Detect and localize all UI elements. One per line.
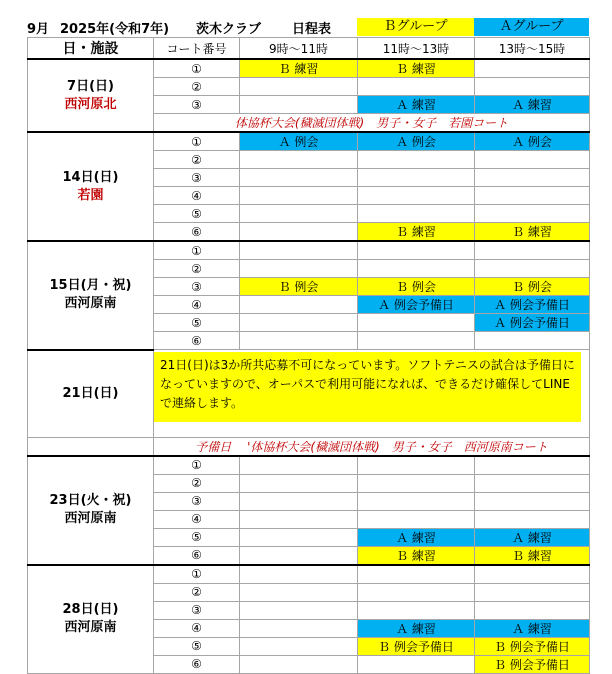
- slot-2-cell: Ｂ 練習: [358, 546, 475, 565]
- slot-3-cell: [475, 510, 590, 528]
- slot-2-cell: [358, 601, 475, 619]
- court-number: ⑥: [154, 223, 240, 242]
- court-number: ①: [154, 132, 240, 151]
- court-number: ④: [154, 187, 240, 205]
- slot-3-cell: Ａ 例会予備日: [475, 296, 590, 314]
- column-header-slot3: 13時～15時: [475, 38, 590, 60]
- event-row: [28, 437, 590, 456]
- day-cell: [28, 565, 154, 674]
- slot-1-cell: [240, 528, 358, 546]
- slot-1-cell: [240, 583, 358, 601]
- day-date: 23日(火・祝): [49, 493, 132, 508]
- court-number: ③: [154, 96, 240, 114]
- slot-1-cell: [240, 169, 358, 187]
- slot-2-cell: Ｂ 例会予備日: [358, 637, 475, 655]
- court-number: ①: [154, 241, 240, 260]
- slot-3-cell: [475, 59, 590, 78]
- slot-2-cell: [358, 565, 475, 584]
- slot-2-cell: [358, 583, 475, 601]
- slot-3-cell: Ａ 例会: [475, 132, 590, 151]
- event-text: 予備日 '体協杯大会(穢滅団体戦) 男子・女子 西河原南コート: [154, 437, 590, 456]
- slot-1-cell: [240, 510, 358, 528]
- slot-2-cell: [358, 151, 475, 169]
- slot-2-cell: Ｂ 練習: [358, 59, 475, 78]
- court-number: ①: [154, 456, 240, 475]
- slot-1-cell: [240, 565, 358, 584]
- day-venue: 西河原南: [64, 511, 117, 526]
- day-cell: [28, 241, 154, 350]
- group-a-label: Ａグループ: [474, 18, 589, 36]
- slot-1-cell: [240, 601, 358, 619]
- slot-2-cell: Ａ 練習: [358, 619, 475, 637]
- slot-1-cell: [240, 296, 358, 314]
- table-row: [28, 456, 590, 475]
- court-number: ②: [154, 260, 240, 278]
- court-number: ③: [154, 601, 240, 619]
- slot-1-cell: [240, 456, 358, 475]
- slot-1-cell: [240, 205, 358, 223]
- day-date: 28日(日): [62, 602, 119, 617]
- slot-2-cell: Ｂ 例会: [358, 278, 475, 296]
- slot-1-cell: [240, 241, 358, 260]
- slot-1-cell: [240, 151, 358, 169]
- slot-3-cell: Ｂ 例会予備日: [475, 637, 590, 655]
- slot-3-cell: Ｂ 例会予備日: [475, 655, 590, 673]
- court-number: ②: [154, 474, 240, 492]
- slot-3-cell: [475, 169, 590, 187]
- slot-2-cell: [358, 492, 475, 510]
- slot-2-cell: [358, 169, 475, 187]
- slot-3-cell: Ａ 練習: [475, 528, 590, 546]
- slot-3-cell: Ａ 練習: [475, 619, 590, 637]
- court-number: ②: [154, 78, 240, 96]
- slot-3-cell: Ａ 練習: [475, 96, 590, 114]
- note-container: [154, 350, 590, 438]
- day-venue: 西河原南: [64, 296, 117, 312]
- day-venue: 若園: [77, 187, 104, 203]
- court-number: ①: [154, 565, 240, 584]
- title-schedule: 日程表: [292, 22, 332, 37]
- slot-3-cell: [475, 456, 590, 475]
- slot-1-cell: [240, 78, 358, 96]
- day-date: 7日(日): [67, 78, 114, 94]
- slot-2-cell: [358, 78, 475, 96]
- slot-2-cell: Ａ 練習: [358, 528, 475, 546]
- slot-1-cell: [240, 492, 358, 510]
- slot-1-cell: [240, 187, 358, 205]
- court-number: ③: [154, 169, 240, 187]
- event-text: 体協杯大会(穢滅団体戦) 男子・女子 若園コート: [154, 114, 590, 133]
- court-number: ⑤: [154, 528, 240, 546]
- slot-1-cell: [240, 637, 358, 655]
- slot-3-cell: [475, 583, 590, 601]
- slot-2-cell: [358, 655, 475, 673]
- court-number: ④: [154, 619, 240, 637]
- schedule-table: [27, 37, 590, 674]
- day-date: 14日(日): [62, 169, 119, 185]
- slot-1-cell: [240, 332, 358, 350]
- slot-3-cell: [475, 78, 590, 96]
- column-header-day: 日・施設: [28, 38, 154, 60]
- page-header: [0, 0, 612, 40]
- court-number: ⑤: [154, 205, 240, 223]
- table-row: [28, 350, 590, 438]
- day-date: 21日(日): [28, 350, 154, 438]
- slot-1-cell: Ｂ 例会: [240, 278, 358, 296]
- court-number: ⑥: [154, 546, 240, 565]
- notice-text: 21日(日)は3か所共応募不可になっています。ソフトテニスの試合は予備日になっていますので、オーパスで利用可能になれば、できるだけ確保してLINEで連絡します。: [154, 352, 581, 422]
- day-date: 15日(月・祝): [49, 278, 132, 294]
- slot-2-cell: [358, 314, 475, 332]
- column-header-row: [28, 38, 590, 60]
- court-number: ④: [154, 510, 240, 528]
- slot-3-cell: Ｂ 練習: [475, 546, 590, 565]
- slot-2-cell: [358, 187, 475, 205]
- court-number: ②: [154, 151, 240, 169]
- slot-3-cell: [475, 241, 590, 260]
- court-number: ②: [154, 583, 240, 601]
- slot-2-cell: Ａ 例会予備日: [358, 296, 475, 314]
- table-row: [28, 241, 590, 260]
- slot-3-cell: Ｂ 練習: [475, 223, 590, 242]
- slot-3-cell: [475, 332, 590, 350]
- court-number: ⑥: [154, 655, 240, 673]
- day-venue: 西河原北: [64, 96, 117, 112]
- slot-3-cell: Ａ 例会予備日: [475, 314, 590, 332]
- slot-2-cell: [358, 260, 475, 278]
- day-cell: [28, 59, 154, 132]
- court-number: ③: [154, 278, 240, 296]
- title-club: 茨木クラブ: [196, 22, 262, 37]
- slot-3-cell: [475, 601, 590, 619]
- court-number: ①: [154, 59, 240, 78]
- slot-3-cell: [475, 492, 590, 510]
- slot-1-cell: [240, 655, 358, 673]
- slot-1-cell: [240, 96, 358, 114]
- day-venue: 西河原南: [64, 620, 117, 635]
- slot-2-cell: [358, 474, 475, 492]
- court-number: ⑤: [154, 637, 240, 655]
- slot-1-cell: [240, 223, 358, 242]
- group-b-label: Ｂグループ: [357, 18, 474, 36]
- table-row: [28, 59, 590, 78]
- column-header-slot2: 11時～13時: [358, 38, 475, 60]
- event-spacer: [28, 437, 154, 456]
- slot-2-cell: Ａ 練習: [358, 96, 475, 114]
- slot-3-cell: [475, 187, 590, 205]
- slot-1-cell: Ａ 例会: [240, 132, 358, 151]
- slot-2-cell: [358, 510, 475, 528]
- slot-1-cell: [240, 474, 358, 492]
- slot-3-cell: [475, 205, 590, 223]
- table-row: [28, 565, 590, 584]
- court-number: ⑥: [154, 332, 240, 350]
- slot-2-cell: [358, 205, 475, 223]
- day-cell: [28, 132, 154, 241]
- slot-3-cell: [475, 260, 590, 278]
- court-number: ③: [154, 492, 240, 510]
- table-row: [28, 132, 590, 151]
- slot-3-cell: [475, 151, 590, 169]
- slot-1-cell: [240, 546, 358, 565]
- court-number: ⑤: [154, 314, 240, 332]
- slot-1-cell: Ｂ 練習: [240, 59, 358, 78]
- slot-3-cell: [475, 474, 590, 492]
- slot-3-cell: [475, 565, 590, 584]
- slot-1-cell: [240, 314, 358, 332]
- slot-2-cell: [358, 332, 475, 350]
- title-year: 2025年(令和7年): [60, 22, 170, 37]
- slot-1-cell: [240, 619, 358, 637]
- slot-2-cell: Ｂ 練習: [358, 223, 475, 242]
- slot-3-cell: Ｂ 例会: [475, 278, 590, 296]
- slot-2-cell: Ａ 例会: [358, 132, 475, 151]
- title-month: 9月: [27, 22, 50, 37]
- court-number: ④: [154, 296, 240, 314]
- column-header-court: コート番号: [154, 38, 240, 60]
- slot-1-cell: [240, 260, 358, 278]
- day-cell: [28, 456, 154, 565]
- slot-2-cell: [358, 456, 475, 475]
- slot-2-cell: [358, 241, 475, 260]
- column-header-slot1: 9時～11時: [240, 38, 358, 60]
